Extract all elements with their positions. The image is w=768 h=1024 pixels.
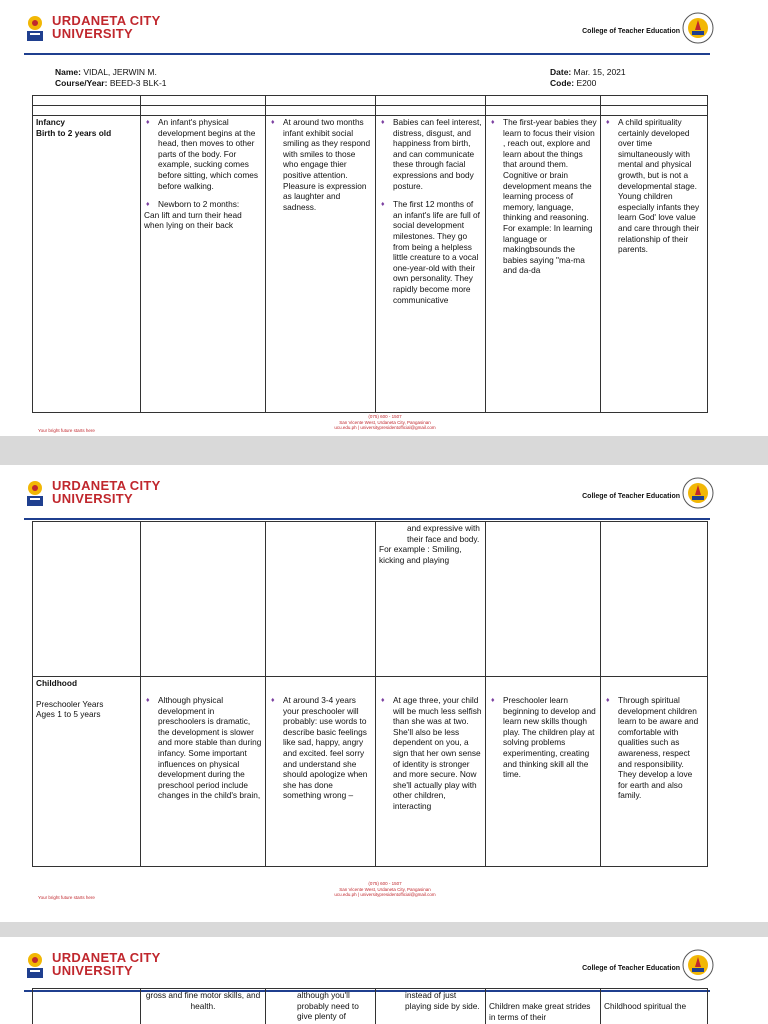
stage-cell xyxy=(33,989,141,1024)
table-header-row xyxy=(33,106,708,116)
cell-text: instead of just playing side by side. xyxy=(405,990,480,1011)
date-label: Date: xyxy=(550,67,572,77)
cell-text: Children make great strides in terms of their xyxy=(489,1001,591,1022)
spiritual-cell xyxy=(601,989,708,1024)
age-label: Ages 1 to 5 years xyxy=(36,709,101,720)
university-logo-icon xyxy=(24,14,46,44)
brand-line-2: UNIVERSITY xyxy=(52,26,134,41)
bullet-icon: ♦ xyxy=(491,119,495,126)
stage-cell xyxy=(33,677,141,867)
bullet-icon: ♦ xyxy=(491,697,495,704)
physical-cell xyxy=(141,989,266,1024)
table-header-row xyxy=(33,96,708,106)
spiritual-cell xyxy=(601,522,708,677)
footer-contact xyxy=(300,881,470,898)
stage-cell xyxy=(33,116,141,413)
cognitive-cell xyxy=(486,677,601,867)
university-name xyxy=(52,951,161,977)
brand-line-1: URDANETA CITY xyxy=(52,13,161,28)
name-label: Name: xyxy=(55,67,81,77)
list-item: ♦ Although physical development in preschoolers is dramatic, the development is slower and more stable than during infancy. Some important influences on physical development during the preschool period include changes in the child's brain, xyxy=(146,695,262,801)
stage-cell xyxy=(33,522,141,677)
brand-line-2: UNIVERSITY xyxy=(52,963,134,978)
table-row xyxy=(33,116,708,413)
footer-links: ucu.edu.ph | universitypresidentofficial@gmail.com xyxy=(334,425,436,430)
list-item: ♦ Newborn to 2 months: xyxy=(146,199,240,210)
emotional-cell xyxy=(376,522,486,677)
brand-line-1: URDANETA CITY xyxy=(52,950,161,965)
student-info-right xyxy=(550,67,626,89)
list-item: ♦ A child spirituality certainly developed over time simultaneously with mental and physical growth, but is not a developmental stage. Young children especially infants they learn God' love value and care through their relationship of their parents. xyxy=(606,117,700,255)
header-rule xyxy=(24,518,710,520)
university-name xyxy=(52,14,161,40)
list-item: ♦ The first-year babies they learn to focus their vision , reach out, explore and learn about the things that around them. Cognitive or brain development means the learning process of memory, language, thinking and reasoning. For example: In learning language or makingbsounds the babies saying "ma-ma and da-da xyxy=(491,117,597,276)
table-row xyxy=(33,989,708,1024)
table-row xyxy=(33,677,708,867)
footer-tagline: Your bright future starts here xyxy=(38,428,95,433)
development-table xyxy=(32,988,708,1024)
cell-text: although you'll probably need to give plenty of xyxy=(297,990,359,1022)
department-name: College of Teacher Education xyxy=(582,965,680,972)
university-logo-icon xyxy=(24,951,46,981)
development-table xyxy=(32,95,708,413)
cognitive-cell xyxy=(486,116,601,413)
physical-cell xyxy=(141,677,266,867)
department-name: College of Teacher Education xyxy=(582,493,680,500)
cognitive-cell xyxy=(486,522,601,677)
cell-text: Can lift and turn their head when lying on their back xyxy=(144,209,242,231)
university-name xyxy=(52,479,161,505)
bullet-icon: ♦ xyxy=(146,119,150,126)
list-item: ♦ At around two months infant exhibit social smiling as they respond with smiles to those who engage thier positive attention. Pleasure is expression as laughter and sadness. xyxy=(271,117,371,212)
list-item: ♦ At around 3-4 years your preschooler will probably: use words to describe basic feelings like sad, happy, angry and excited. feel sorry and understand she should apologize when she has done something wrong – xyxy=(271,695,368,801)
social-cell xyxy=(266,677,376,867)
course-label: Course/Year: xyxy=(55,78,108,88)
physical-cell xyxy=(141,522,266,677)
college-seal-icon xyxy=(682,12,714,44)
bullet-icon: ♦ xyxy=(146,201,150,209)
header-rule xyxy=(24,53,710,55)
physical-cell xyxy=(141,116,266,413)
code-value: E200 xyxy=(576,78,597,88)
age-label: Birth to 2 years old xyxy=(36,127,112,138)
age-label: Preschooler Years xyxy=(36,698,104,709)
list-item: ♦ Babies can feel interest, distress, disgust, and happiness from birth, and can communicate these through facial expressions and body posture. xyxy=(381,117,482,191)
list-item: ♦ Through spiritual development children learn to be aware and comfortable with qualities such as awareness, respect and responsibility. They develop a love for earth and also family. xyxy=(606,695,699,801)
footer-contact xyxy=(300,414,470,431)
bullet-icon: ♦ xyxy=(381,201,385,209)
document-page-3 xyxy=(0,937,768,1024)
cell-text: and expressive with their face and body. xyxy=(407,523,480,544)
brand-line-1: URDANETA CITY xyxy=(52,478,161,493)
cell-text: Childhood spiritual the xyxy=(604,1001,687,1011)
table-row xyxy=(33,522,708,677)
document-page-1 xyxy=(0,0,768,436)
cell-text: For example : Smiling, kicking and playing xyxy=(379,544,462,565)
cognitive-cell xyxy=(486,989,601,1024)
list-item: ♦ Preschooler learn beginning to develop and learn new skills though play. The children play at solving problems experimenting, creating and thinking skill all the time. xyxy=(491,695,596,780)
social-cell xyxy=(266,989,376,1024)
list-item: ♦ The first 12 months of an infant's life are full of social development milestones. They go from being a helpless little creature to a vocal one-year-old with their own personality. They rapidly become more communicative xyxy=(381,199,480,305)
bullet-icon: ♦ xyxy=(381,119,385,126)
bullet-icon: ♦ xyxy=(381,697,385,704)
bullet-icon: ♦ xyxy=(271,119,275,126)
student-info-left xyxy=(55,67,167,89)
emotional-cell xyxy=(376,677,486,867)
footer-address: San Vicente West, Urdaneta City, Pangasinan xyxy=(339,886,431,892)
stage-label: Infancy xyxy=(36,117,66,127)
emotional-cell xyxy=(376,116,486,413)
social-cell xyxy=(266,116,376,413)
code-label: Code: xyxy=(550,78,575,88)
footer-phone: (075) 600 - 1507 xyxy=(368,414,402,419)
bullet-icon: ♦ xyxy=(606,697,610,704)
brand-line-2: UNIVERSITY xyxy=(52,491,134,506)
list-item: ♦ At age three, your child will be much less selfish than she was at two. She'll also be less dependent on you, a sign that her own sense of identity is stronger and more secure. Now she'll actually play with other children, interacting xyxy=(381,695,482,811)
bullet-icon: ♦ xyxy=(146,697,150,704)
course-value: BEED-3 BLK-1 xyxy=(109,78,167,88)
social-cell xyxy=(266,522,376,677)
footer-address: San Vicente West, Urdaneta City, Pangasinan xyxy=(339,419,431,425)
spiritual-cell xyxy=(601,677,708,867)
footer-phone: (075) 600 - 1507 xyxy=(368,881,402,886)
footer-links: ucu.edu.ph | universitypresidentofficial@gmail.com xyxy=(334,892,436,897)
college-seal-icon xyxy=(682,949,714,981)
date-value: Mar. 15, 2021 xyxy=(573,67,626,77)
development-table xyxy=(32,521,708,867)
bullet-icon: ♦ xyxy=(606,119,610,126)
footer-tagline: Your bright future starts here xyxy=(38,895,95,900)
stage-label: Childhood xyxy=(36,678,78,688)
bullet-icon: ♦ xyxy=(271,697,275,704)
university-logo-icon xyxy=(24,479,46,509)
emotional-cell xyxy=(376,989,486,1024)
list-item: ♦ An infant's physical development begins at the head, then moves to other parts of the body. For example, sucking comes before sitting, which comes before walking. xyxy=(146,117,259,191)
spiritual-cell xyxy=(601,116,708,413)
name-value: VIDAL, JERWIN M. xyxy=(83,67,157,77)
department-name: College of Teacher Education xyxy=(582,28,680,35)
cell-text: gross and fine motor skills, and health. xyxy=(145,990,261,1011)
college-seal-icon xyxy=(682,477,714,509)
document-page-2 xyxy=(0,465,768,922)
